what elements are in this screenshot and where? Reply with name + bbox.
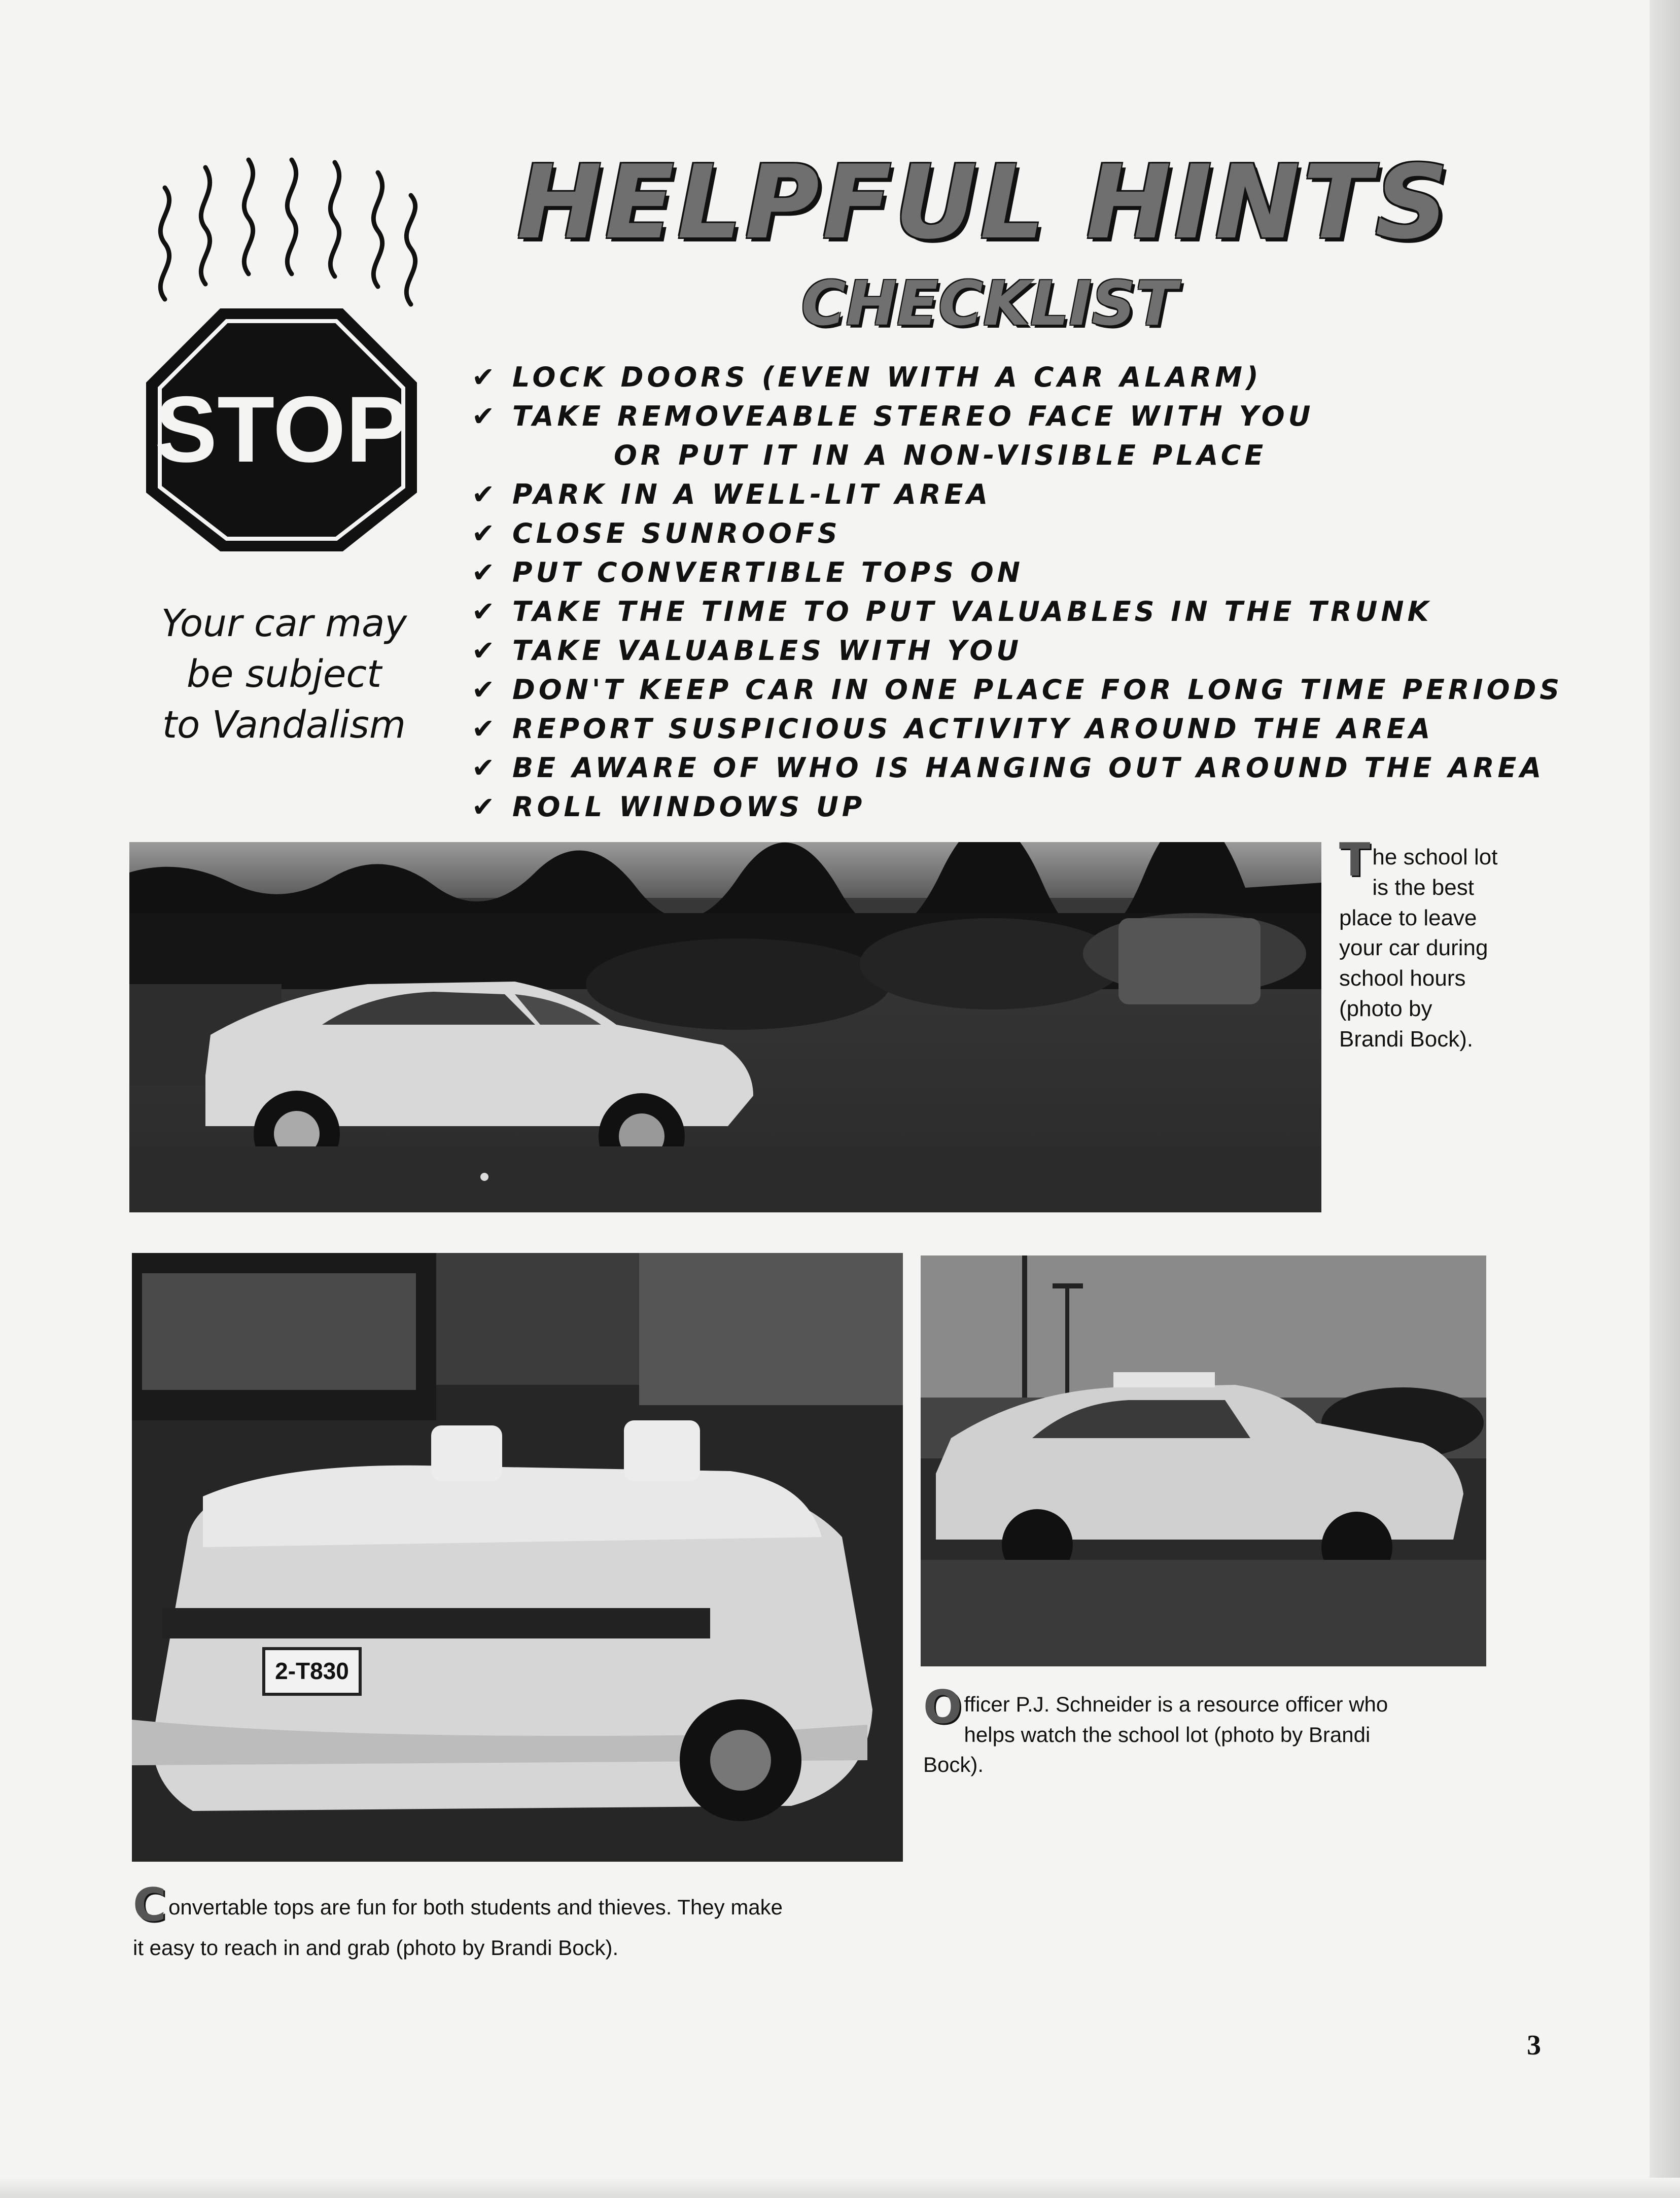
police-car-photo [921,1255,1486,1666]
check-mark-icon: ✔ [472,713,499,745]
caption-dropcap: O [923,1681,962,1734]
stop-sign-text: STOP [154,377,409,482]
caption-dropcap: C [133,1878,167,1932]
checklist-item: ✔ LOCK DOORS (EVEN WITH A CAR ALARM) [472,358,1537,397]
check-mark-icon: ✔ [472,361,499,393]
vandalism-note-line: Your car may [161,602,407,645]
vandalism-note-line: be subject [186,652,382,696]
check-mark-icon: ✔ [472,791,499,823]
check-mark-icon: ✔ [472,400,499,432]
hints-checklist [472,358,1563,826]
vandalism-note-line: to Vandalism [162,703,406,747]
check-mark-icon: ✔ [472,596,499,627]
police-car-caption: Officer P.J. Schneider is a resource officer who helps watch the school lot (photo by Brandi Bock). [923,1681,1388,1777]
checklist-item: ✔ REPORT SUSPICIOUS ACTIVITY AROUND THE AREA [472,709,1537,748]
paper-bottom-edge [0,2178,1680,2198]
vandalism-note [127,599,441,751]
license-plate-text: 2-T830 [275,1658,349,1684]
checklist-item: ✔ CLOSE SUNROOFS [472,514,1537,553]
checklist-item: ✔ ROLL WINDOWS UP [472,787,1537,826]
check-mark-icon: ✔ [472,752,499,784]
checklist-item: ✔ DON'T KEEP CAR IN ONE PLACE FOR LONG TIME PERIODS [472,670,1537,709]
checklist-item: ✔ PARK IN A WELL-LIT AREA [472,475,1537,514]
checklist-item: ✔ BE AWARE OF WHO IS HANGING OUT AROUND THE AREA [472,748,1537,787]
check-mark-icon: ✔ [472,478,499,510]
check-mark-icon: ✔ [472,517,499,549]
checklist-item: ✔ TAKE REMOVEABLE STEREO FACE WITH YOU [472,397,1537,436]
checklist-item-continuation: OR PUT IT IN A NON-VISIBLE PLACE [614,439,1267,471]
page-number: 3 [1527,2030,1541,2061]
caption-dropcap: T [1339,833,1371,887]
check-mark-icon: ✔ [472,635,499,667]
parking-lot-caption: The school lot is the best place to leave your car during school hours (photo by Brandi Bock). [1339,833,1498,1052]
checklist-item: ✔ TAKE VALUABLES WITH YOU [472,631,1537,670]
check-mark-icon: ✔ [472,674,499,706]
paper-edge [1650,0,1680,2198]
checklist-item: ✔ PUT CONVERTIBLE TOPS ON [472,553,1537,592]
convertible-photo [132,1253,903,1862]
checklist-item: ✔ TAKE THE TIME TO PUT VALUABLES IN THE TRUNK [472,592,1537,631]
page-subtitle: CHECKLIST [801,269,1177,339]
parking-lot-photo [129,842,1321,1212]
check-mark-icon: ✔ [472,556,499,588]
stop-sign-icon [129,147,434,553]
convertible-caption: Convertable tops are fun for both students and thieves. They make it easy to reach in and grab (photo by Brandi Bock). [133,1878,783,1960]
stop-sign-graphic [129,147,434,553]
page-title: HELPFUL HINTS [517,144,1451,262]
